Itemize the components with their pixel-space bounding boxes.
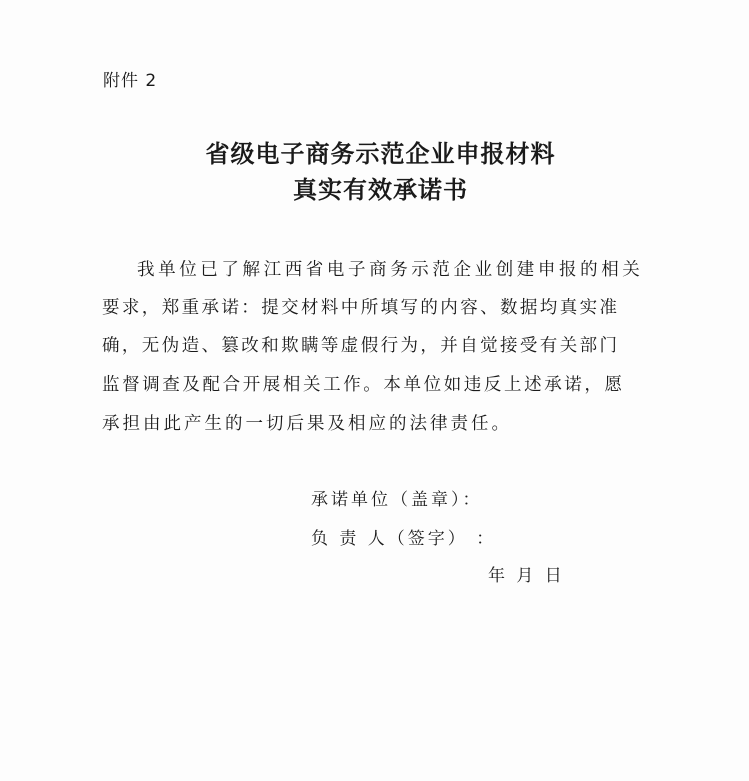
body-line-2: 要求，郑重承诺：提交材料中所填写的内容、数据均真实准 [102, 298, 620, 318]
date-line: 年 月 日 [488, 566, 565, 586]
responsible-person-line: 负 责 人（签字） ： [311, 529, 497, 549]
body-line-1: 我单位已了解江西省电子商务示范企业创建申报的相关 [137, 260, 644, 280]
body-line-4: 监督调查及配合开展相关工作。本单位如违反上述承诺，愿 [102, 375, 625, 395]
document-title-line-1: 省级电子商务示范企业申报材料 [205, 139, 556, 168]
body-line-3: 确，无伪造、篡改和欺瞒等虚假行为，并自觉接受有关部门 [102, 336, 620, 356]
body-line-5: 承担由此产生的一切后果及相应的法律责任。 [102, 414, 512, 434]
document-title-line-2: 真实有效承诺书 [293, 175, 468, 204]
attachment-label: 附件 2 [103, 71, 158, 91]
signing-unit-line: 承诺单位（盖章）： [311, 490, 483, 510]
